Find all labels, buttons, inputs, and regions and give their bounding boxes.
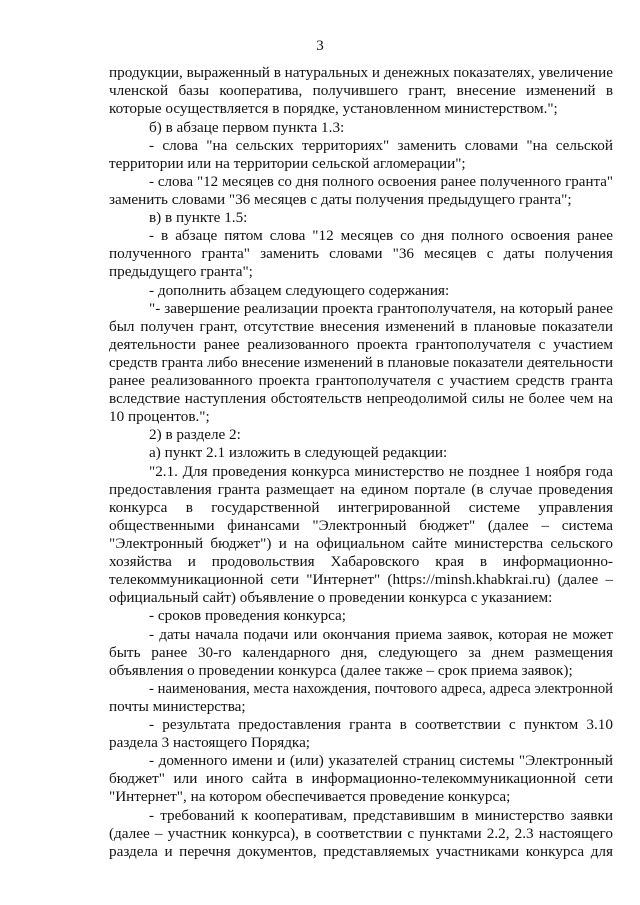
text-line: был получен грант, отсутствие внесения изменений в плановые показатели	[109, 318, 613, 335]
text-line: членской базы кооператива, получившего грант, внесение изменений в	[109, 82, 613, 99]
text-line: 2) в разделе 2:	[149, 426, 241, 443]
text-line: конкурса в государственной интегрированной системе управления	[109, 499, 613, 516]
text-line: "Интернет", на котором обеспечивается проведение конкурса;	[109, 788, 511, 805]
text-line: вследствие наступления обстоятельств непреодолимой силы не более чем на	[109, 390, 613, 407]
text-line: раздела 3 настоящего Порядка;	[109, 734, 311, 751]
text-line: которые осуществляется в порядке, установленном министерством.";	[109, 100, 558, 117]
text-line: объявления о проведении конкурса (далее также – срок приема заявок);	[109, 662, 573, 679]
text-line: - доменного имени и (или) указателей страниц системы "Электронный	[149, 752, 613, 769]
text-line: - сроков проведения конкурса;	[149, 607, 346, 624]
text-line: - в абзаце пятом слова "12 месяцев со дня полного освоения ранее	[149, 227, 613, 244]
text-line: полученного гранта" заменить словами "36 месяцев с даты получения	[109, 245, 613, 262]
text-line: предыдущего гранта";	[109, 263, 253, 280]
page-number: 3	[316, 38, 324, 54]
text-line: "Электронный бюджет") и на официальном сайте министерства сельского	[109, 535, 613, 552]
text-line: раздела и перечня документов, представляемых участниками конкурса для	[109, 843, 613, 860]
text-line: б) в абзаце первом пункта 1.3:	[149, 119, 345, 136]
text-line: ранее реализованного проекта грантополучателя с участием средств гранта	[109, 372, 613, 389]
text-line: средств гранта либо внесение изменений в плановые показатели деятельности	[109, 355, 613, 371]
text-line: (далее – участник конкурса), в соответствии с пунктами 2.2, 2.3 настоящего	[109, 825, 613, 842]
text-line: общественными финансами "Электронный бюджет" (далее – система	[109, 517, 613, 534]
text-line: предоставления гранта размещает на едином портале (в случае проведения	[109, 481, 613, 498]
text-line: хозяйства и продовольствия Хабаровского края в информационно-	[109, 553, 613, 570]
text-line: - наименования, места нахождения, почтового адреса, адреса электронной	[149, 681, 613, 697]
text-line: - даты начала подачи или окончания приема заявок, которая не может	[149, 626, 613, 643]
text-line: почты министерства;	[109, 698, 246, 715]
text-line: "- завершение реализации проекта грантополучателя, на который ранее	[149, 300, 613, 317]
text-line: бюджет" или иного сайта в информационно-телекоммуникационной сети	[109, 770, 613, 787]
text-line: официальный сайт) объявление о проведении конкурса с указанием:	[109, 589, 553, 606]
text-line: - слова "на сельских территориях" заменить словами "на сельской	[149, 137, 613, 154]
text-line: "2.1. Для проведения конкурса министерство не позднее 1 ноября года	[149, 463, 613, 480]
text-line: в) в пункте 1.5:	[149, 209, 248, 226]
text-line: - дополнить абзацем следующего содержания:	[149, 282, 450, 299]
text-line: деятельности ранее реализованного проекта грантополучателя с участием	[109, 336, 613, 353]
text-line: а) пункт 2.1 изложить в следующей редакции:	[149, 444, 448, 461]
text-line: заменить словами "36 месяцев с даты получения предыдущего гранта";	[109, 191, 572, 208]
text-line: территории или на территории сельской агломерации";	[109, 155, 466, 172]
text-line: быть ранее 30-го календарного дня, следующего за днем размещения	[109, 644, 613, 661]
text-line: - результата предоставления гранта в соответствии с пунктом 3.10	[149, 716, 613, 733]
text-line: - требований к кооперативам, представившим в министерство заявки	[149, 807, 613, 824]
text-line: - слова "12 месяцев со дня полного освоения ранее полученного гранта"	[149, 174, 613, 190]
text-line: продукции, выраженный в натуральных и денежных показателях, увеличение	[109, 64, 613, 81]
text-line: телекоммуникационной сети "Интернет" (https://minsh.khabkrai.ru) (далее –	[109, 571, 613, 588]
text-line: 10 процентов.";	[109, 408, 210, 425]
